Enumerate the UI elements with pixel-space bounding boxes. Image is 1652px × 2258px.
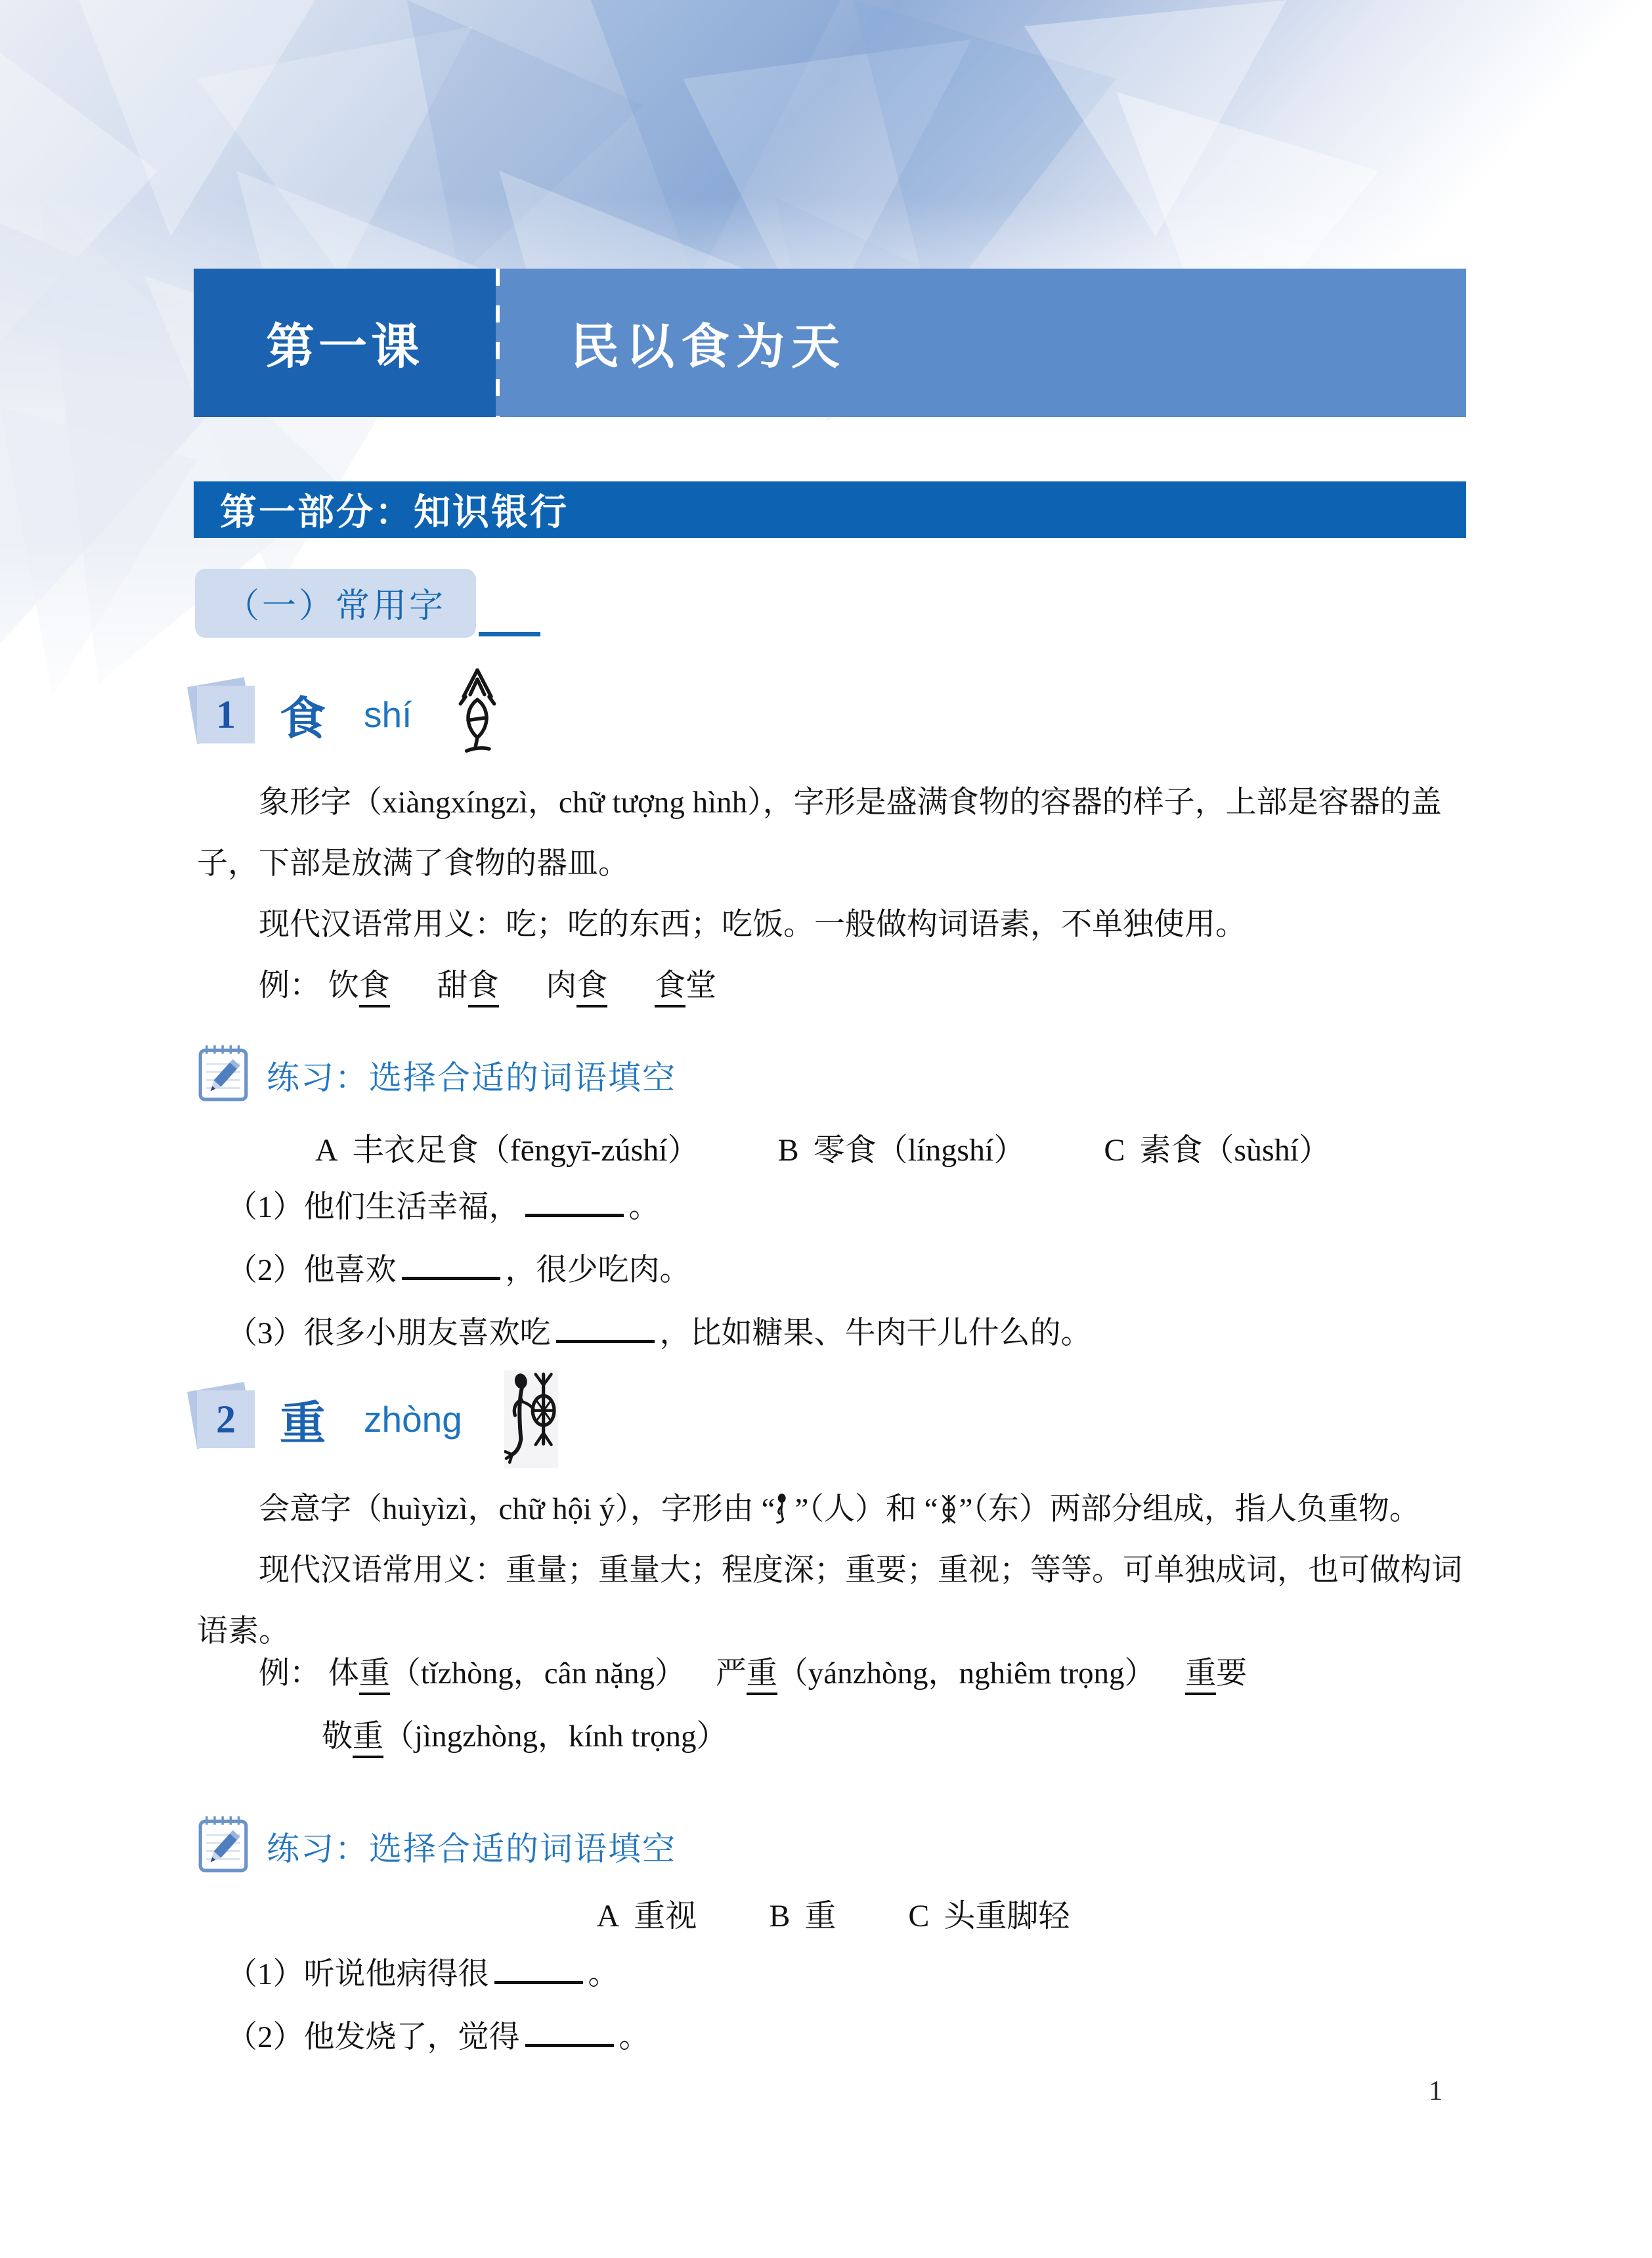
badge-number: 1 [197, 686, 255, 743]
example-word: 饮食 [328, 969, 390, 1003]
lesson-title-row [194, 269, 1466, 417]
entry1-text-block [197, 772, 1469, 1017]
example-word: 重要 [1185, 1656, 1247, 1695]
exercise1-title: 练习：选择合适的词语填空 [267, 1059, 676, 1096]
answer-blank [402, 1256, 500, 1280]
notepad-pencil-icon [197, 1043, 250, 1107]
option-a: A 重视 [596, 1899, 697, 1934]
char-entry-1 [197, 666, 501, 763]
example-word: 肉食 [546, 969, 607, 1003]
entry-number-badge [197, 1390, 255, 1448]
entry2-example-line-1: 例： 体重（tǐzhòng，cân nặng） 严重（yánzhòng，nghiêm trọng） 重要 [197, 1642, 1469, 1705]
subsection-chip [195, 569, 476, 638]
exercise2-title: 练习：选择合适的词语填空 [267, 1830, 676, 1867]
example-label: 例： [259, 969, 320, 1003]
option-c: C 素食（sùshí） [1104, 1133, 1331, 1168]
option-a: A 丰衣足食（fēngyī-zúshí） [315, 1133, 699, 1168]
page-number: 1 [1429, 2076, 1443, 2106]
subsection-underline [479, 632, 540, 636]
entry2-example-block [197, 1642, 1469, 1768]
option-b: B 重 [769, 1899, 837, 1934]
badge-number: 2 [197, 1390, 255, 1448]
question-2: （2）他发烧了，觉得 。 [227, 2020, 650, 2054]
entry1-paragraph-1: 象形字（xiàngxíngzì，chữ tượng hình），字形是盛满食物的容器的样子，上部是容器的盖子，下部是放满了食物的器皿。 [197, 786, 1442, 881]
lesson-title-box [500, 269, 1466, 417]
entry-hanzi: 重 [280, 1398, 326, 1450]
exercise2-header [197, 1814, 676, 1878]
entry-pinyin: shí [364, 694, 412, 735]
entry2-text-block [197, 1479, 1469, 1662]
part-title-bar [194, 481, 1466, 538]
oracle-dong-glyph [938, 1492, 959, 1526]
entry2-paragraph-1: 会意字（huìyìzì，chữ hội ý），字形由 “ ”（人）和 “ ”（东）两部分组成，指人负重物。 [259, 1492, 1420, 1526]
answer-blank [525, 2024, 614, 2047]
notepad-pencil-icon [197, 1814, 250, 1878]
exercise1-options [315, 1124, 1330, 1170]
answer-blank [494, 1960, 583, 1984]
example-word: 体重 [328, 1656, 390, 1695]
exercise2-questions [227, 1943, 650, 2069]
char-entry-2 [197, 1370, 558, 1469]
option-c: C 头重脚轻 [908, 1899, 1070, 1934]
question-1: （1）听说他病得很 。 [227, 1957, 619, 1991]
entry-hanzi: 食 [280, 694, 326, 745]
example-word: 甜食 [437, 969, 499, 1003]
subsection-row [195, 569, 540, 638]
example-word: 敬重 [322, 1719, 383, 1758]
lesson-title: 民以食为天 [571, 319, 846, 374]
oracle-person-glyph [775, 1492, 795, 1526]
entry2-paragraph-2: 现代汉语常用义：重量；重量大；程度深；重要；重视；等等。可单独成词，也可做构词语素。 [197, 1553, 1462, 1649]
exercise1-questions [227, 1176, 1092, 1365]
lesson-number-label: 第一课 [266, 319, 424, 374]
entry2-example-line-2: 敬重（jìngzhòng，kính trọng） [197, 1705, 1469, 1768]
oracle-bone-shi-glyph [454, 666, 501, 763]
example-word: 严重 [716, 1656, 777, 1695]
question-3: （3）很多小朋友喜欢吃 ，比如糖果、牛肉干儿什么的。 [227, 1316, 1092, 1350]
part-title: 第一部分：知识银行 [220, 491, 569, 533]
example-word: 食堂 [655, 969, 716, 1003]
exercise1-header [197, 1043, 676, 1107]
question-1: （1）他们生活幸福， 。 [227, 1190, 660, 1224]
exercise2-options [197, 1890, 1469, 1936]
question-2: （2）他喜欢 ，很少吃肉。 [227, 1253, 691, 1287]
lesson-number-box [194, 269, 496, 417]
answer-blank [525, 1193, 624, 1217]
oracle-bone-zhong-glyph [504, 1370, 558, 1469]
entry1-paragraph-2: 现代汉语常用义：吃；吃的东西；吃饭。一般做构词语素，不单独使用。 [259, 908, 1246, 942]
subsection-title: （一）常用字 [225, 587, 446, 625]
entry-number-badge [197, 686, 255, 743]
entry1-example-line [197, 956, 1469, 1017]
entry-pinyin: zhòng [364, 1399, 462, 1440]
answer-blank [556, 1319, 655, 1343]
option-b: B 零食（língshí） [777, 1133, 1026, 1168]
example-label: 例： [259, 1656, 320, 1691]
